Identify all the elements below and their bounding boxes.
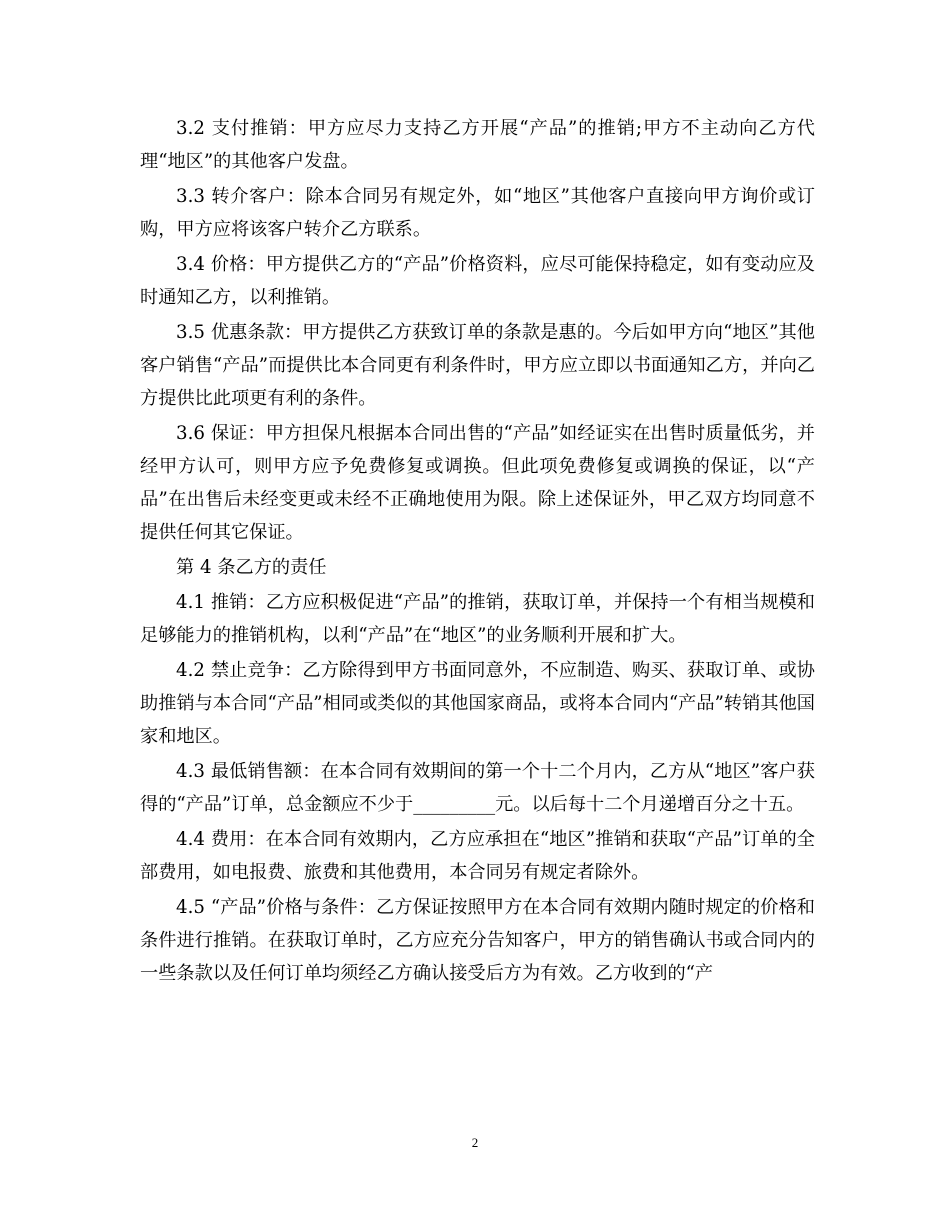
clause-3-2: 3.2 支付推销：甲方应尽力支持乙方开展“产品”的推销;甲方不主动向乙方代理“地区”的其他客户发盘。 xyxy=(140,118,815,172)
clause-3-6: 3.6 保证：甲方担保凡根据本合同出售的“产品”如经证实在出售时质量低劣，并经甲方认可，则甲方应予免费修复或调换。但此项免费修复或调换的保证，以“产品”在出售后未经变更或未经不正确地使用为限。除上述保证外，甲乙双方均同意不提供任何其它保证。 xyxy=(140,423,815,543)
clause-4-4: 4.4 费用：在本合同有效期内，乙方应承担在“地区”推销和获取“产品”订单的全部费用，如电报费、旅费和其他费用，本合同另有规定者除外。 xyxy=(140,829,815,883)
document-body xyxy=(140,112,815,992)
clause-4-1: 4.1 推销：乙方应积极促进“产品”的推销，获取订单，并保持一个有相当规模和足够能力的推销机构，以利“产品”在“地区”的业务顺利开展和扩大。 xyxy=(140,592,815,646)
clause-4-3: 4.3 最低销售额：在本合同有效期间的第一个十二个月内，乙方从“地区”客户获得的“产品”订单，总金额应不少于_________元。以后每十二个月递增百分之十五。 xyxy=(140,761,815,815)
clause-3-5: 3.5 优惠条款：甲方提供乙方获致订单的条款是惠的。今后如甲方向“地区”其他客户销售“产品”而提供比本合同更有利条件时，甲方应立即以书面通知乙方，并向乙方提供比此项更有利的条件。 xyxy=(140,322,815,409)
clause-3-4: 3.4 价格：甲方提供乙方的“产品”价格资料，应尽可能保持稳定，如有变动应及时通知乙方，以利推销。 xyxy=(140,254,815,308)
clause-3-3: 3.3 转介客户：除本合同另有规定外，如“地区”其他客户直接向甲方询价或订购，甲方应将该客户转介乙方联系。 xyxy=(140,186,815,240)
page-number: 2 xyxy=(471,1135,479,1150)
clause-4-2: 4.2 禁止竞争：乙方除得到甲方书面同意外，不应制造、购买、获取订单、或协助推销与本合同“产品”相同或类似的其他国家商品，或将本合同内“产品”转销其他国家和地区。 xyxy=(140,660,815,747)
clause-4-5: 4.5 “产品”价格与条件：乙方保证按照甲方在本合同有效期内随时规定的价格和条件进行推销。在获取订单时，乙方应充分告知客户，甲方的销售确认书或合同内的一些条款以及任何订单均须经乙方确认接受后方为有效。乙方收到的“产 xyxy=(140,897,815,984)
section-heading-4: 第 4 条乙方的责任 xyxy=(176,557,327,578)
